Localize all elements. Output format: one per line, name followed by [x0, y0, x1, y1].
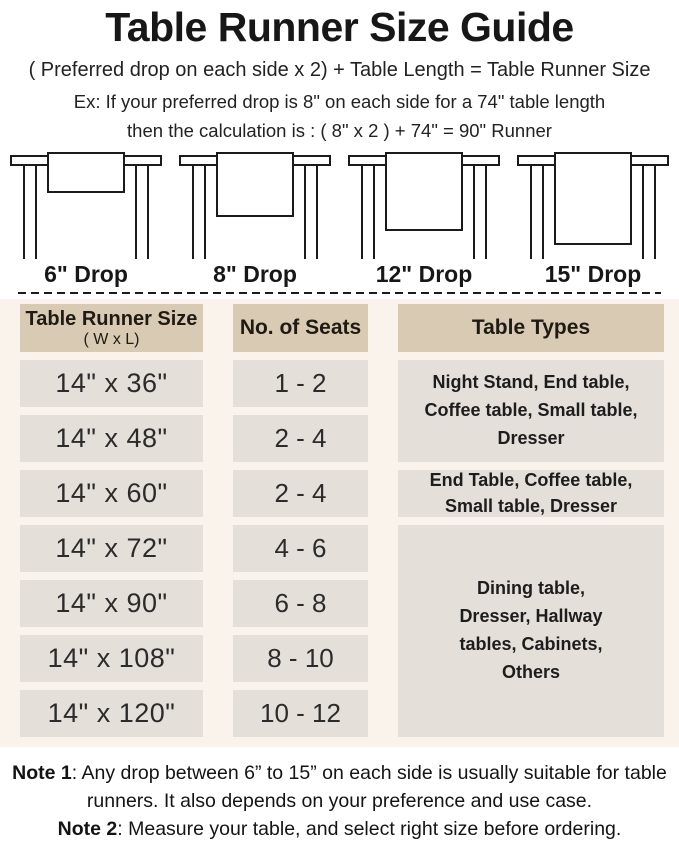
runner-drape [216, 152, 294, 217]
example-line-1: Ex: If your preferred drop is 8" on each side for a 74" table length [73, 91, 606, 112]
seats-cell: 2 - 4 [233, 415, 368, 462]
notes [0, 759, 679, 843]
table-leg [642, 166, 656, 259]
header-runner-size [20, 304, 203, 352]
drop-label-6: 6" Drop [44, 261, 128, 287]
table-leg [23, 166, 37, 259]
table-leg [304, 166, 318, 259]
note-2-text: : Measure your table, and select right size before ordering. [117, 818, 622, 840]
size-cell: 14" x 60" [20, 470, 203, 517]
header-runner-size-title: Table Runner Size [25, 307, 198, 330]
size-table [20, 304, 679, 737]
seats-cell: 1 - 2 [233, 360, 368, 407]
size-cell: 14" x 90" [20, 580, 203, 627]
dashed-divider [18, 292, 661, 294]
size-cell: 14" x 120" [20, 690, 203, 737]
header [0, 0, 679, 142]
seats-cell: 6 - 8 [233, 580, 368, 627]
runner-drape [554, 152, 632, 245]
size-cell: 14" x 72" [20, 525, 203, 572]
header-table-types: Table Types [398, 304, 664, 352]
note-1 [7, 759, 672, 815]
seats-cell: 8 - 10 [233, 635, 368, 682]
header-runner-size-sub: ( W x L) [83, 330, 140, 348]
table-types-cell: Dining table, Dresser, Hallway tables, Cabinets, Others [398, 525, 664, 737]
header-seats: No. of Seats [233, 304, 368, 352]
drop-labels [0, 261, 679, 288]
table-illustration-6-drop [10, 149, 162, 259]
table-types-cell: Night Stand, End table, Coffee table, Small table, Dresser [398, 360, 664, 462]
size-cell: 14" x 108" [20, 635, 203, 682]
note-1-text: : Any drop between 6” to 15” on each side is usually suitable for table runners. It also depends on your preference and use case. [71, 762, 667, 812]
seats-cell: 4 - 6 [233, 525, 368, 572]
runner-drape [385, 152, 463, 231]
size-cell: 14" x 36" [20, 360, 203, 407]
drop-label-12: 12" Drop [375, 261, 473, 287]
example-line-2: then the calculation is : ( 8" x 2 ) + 74" = 90" Runner [127, 120, 552, 141]
table-leg [473, 166, 487, 259]
drop-illustrations [0, 149, 679, 259]
table-illustration-8-drop [179, 149, 331, 259]
page-title: Table Runner Size Guide [105, 4, 574, 50]
table-leg [135, 166, 149, 259]
size-chart-panel [0, 299, 679, 747]
drop-label-15: 15" Drop [544, 261, 642, 287]
note-1-label: Note 1 [12, 762, 72, 784]
note-2-label: Note 2 [57, 818, 118, 840]
seats-cell: 10 - 12 [233, 690, 368, 737]
note-2 [7, 815, 672, 843]
table-leg [192, 166, 206, 259]
table-illustration-12-drop [348, 149, 500, 259]
drop-label-8: 8" Drop [213, 261, 297, 287]
table-types-cell: End Table, Coffee table, Small table, Dresser [398, 470, 664, 517]
size-cell: 14" x 48" [20, 415, 203, 462]
seats-cell: 2 - 4 [233, 470, 368, 517]
runner-drape [47, 152, 125, 193]
table-leg [361, 166, 375, 259]
table-illustration-15-drop [517, 149, 669, 259]
formula-text: ( Preferred drop on each side x 2) + Table Length = Table Runner Size [28, 59, 651, 81]
table-leg [530, 166, 544, 259]
